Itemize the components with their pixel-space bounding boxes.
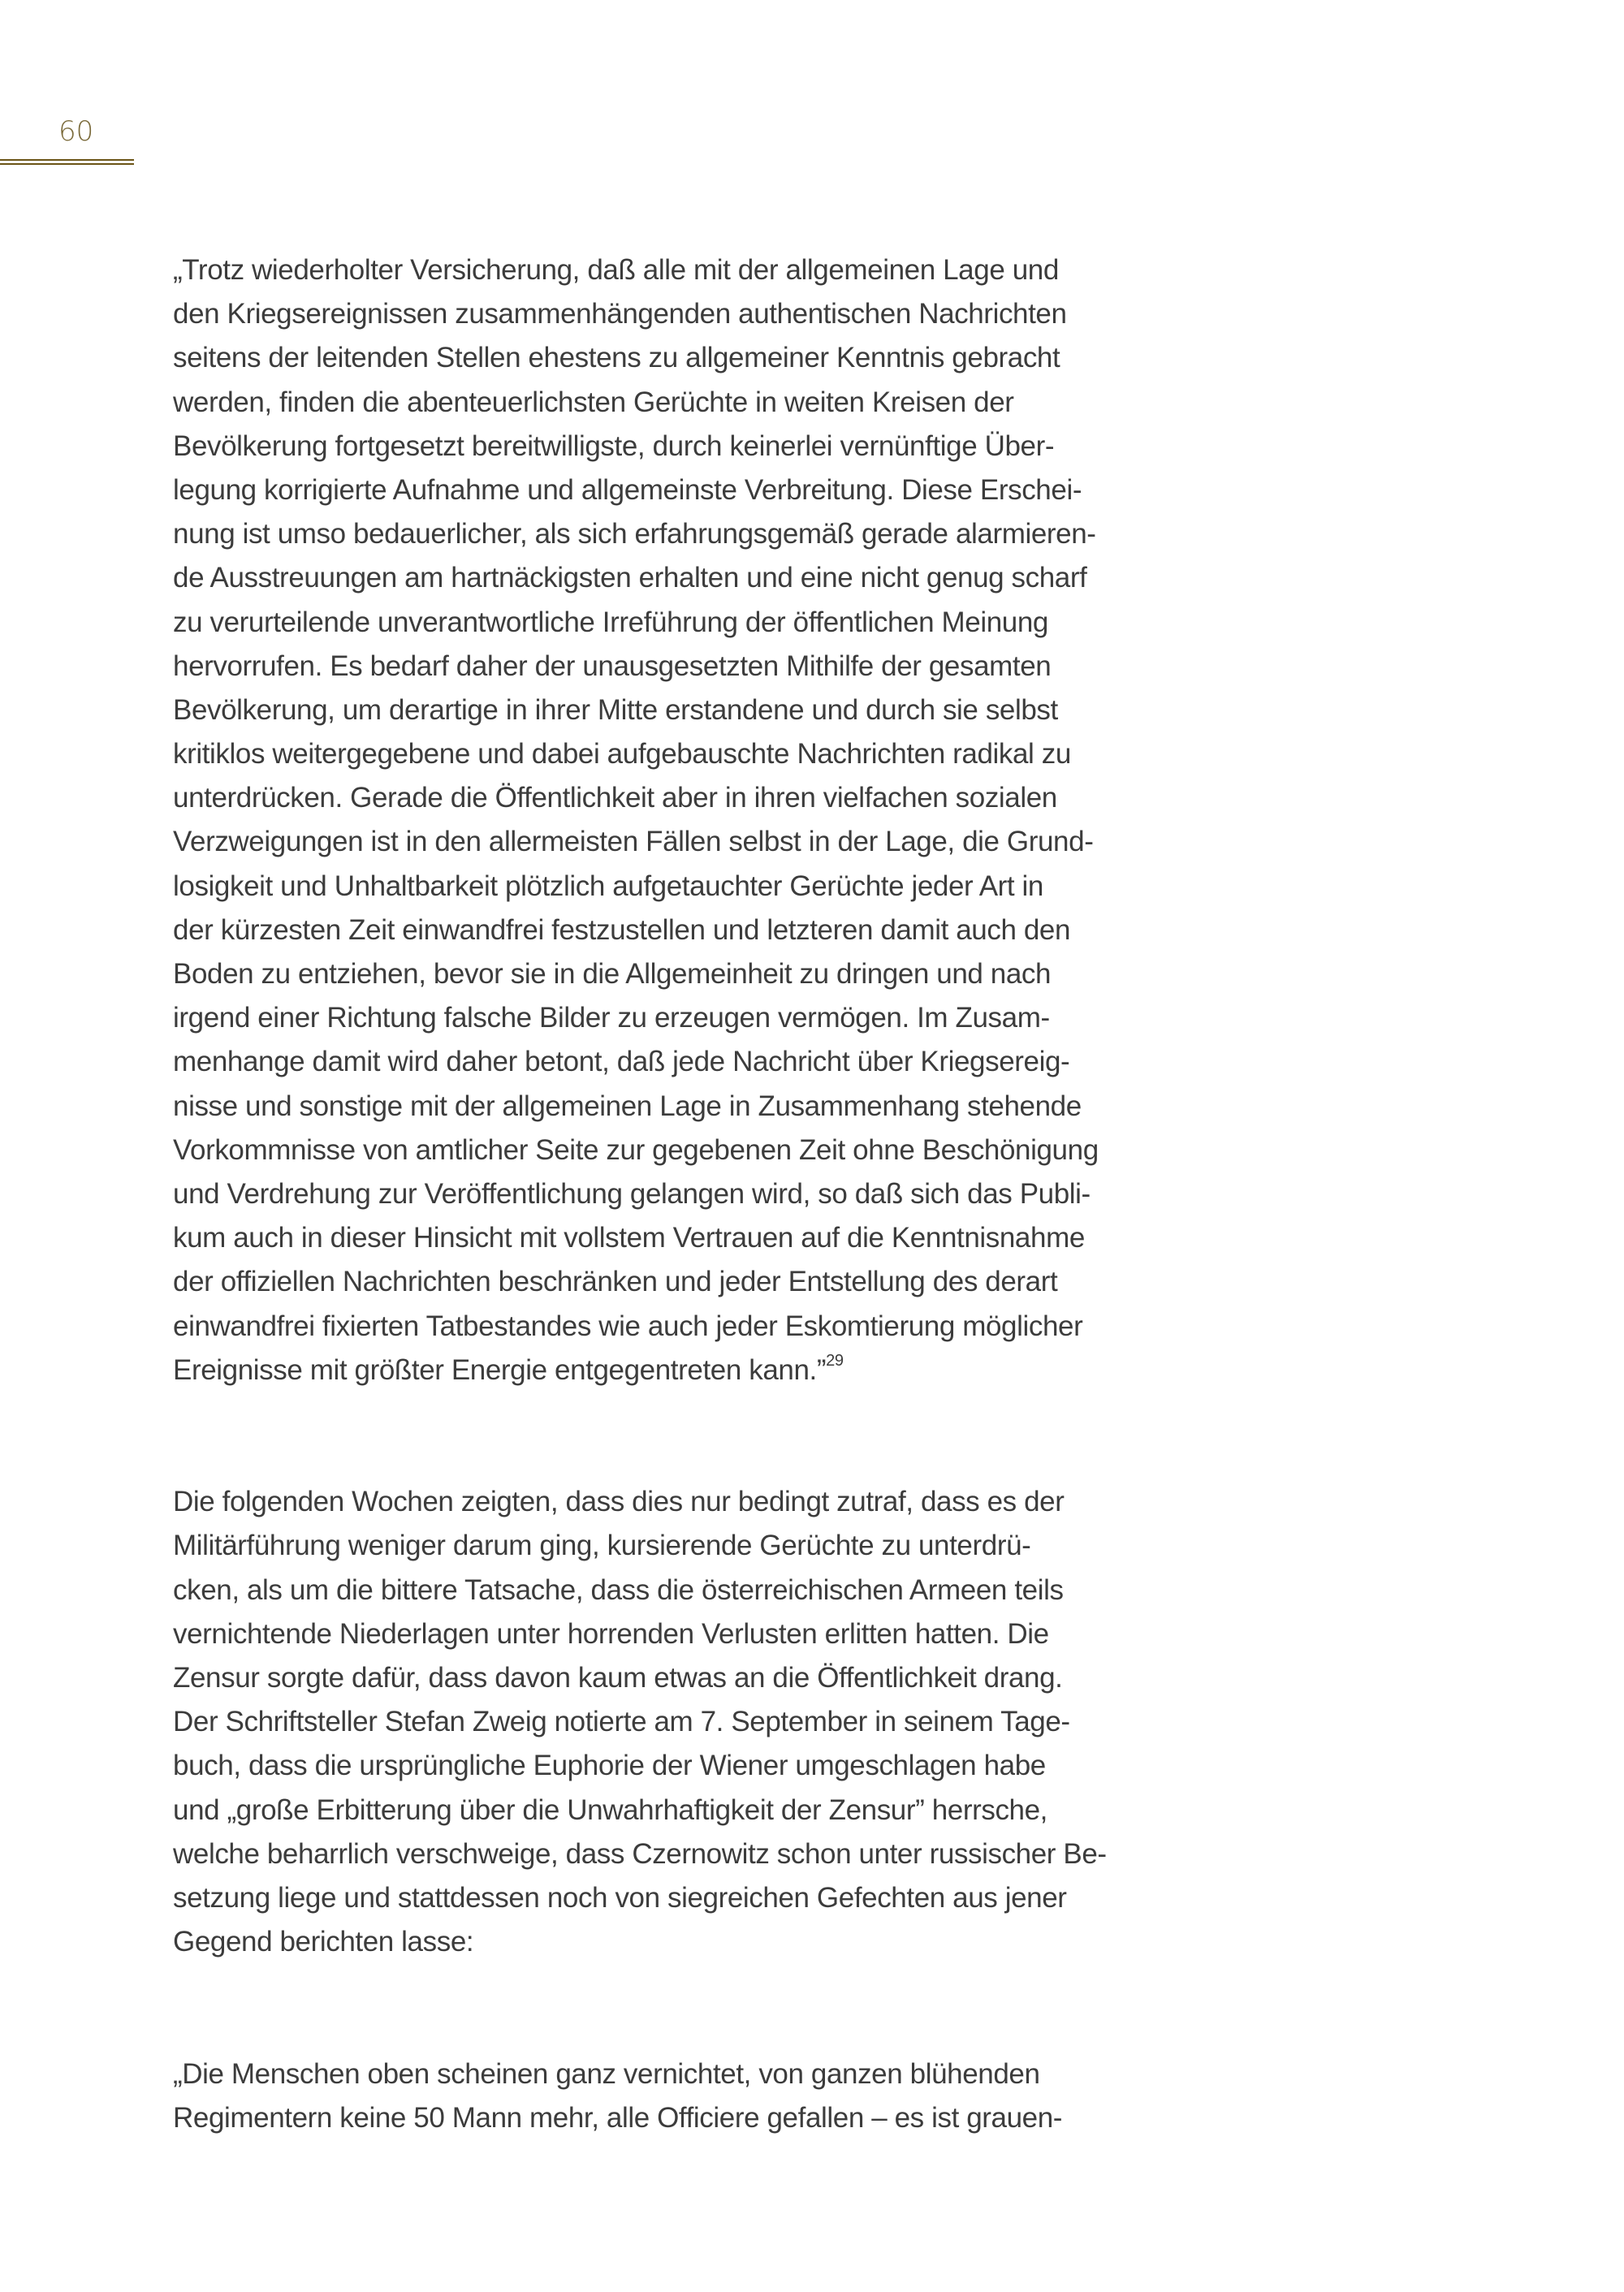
text-line: cken, als um die bittere Tatsache, dass die österreichischen Armeen teils <box>173 1573 1064 1606</box>
header-rule <box>0 159 134 165</box>
paragraph-gap <box>173 1392 1310 1480</box>
text-line: kritiklos weitergegebene und dabei aufgebauschte Nachrichten radikal zu <box>173 738 1071 770</box>
text-line: Verzweigungen ist in den allermeisten Fällen selbst in der Lage, die Grund- <box>173 826 1094 858</box>
text-line: Gegend berichten lasse: <box>173 1926 474 1958</box>
paragraph <box>173 1480 1310 1964</box>
paragraph <box>173 248 1310 1392</box>
text-line: „Trotz wiederholter Versicherung, daß alle mit der allgemeinen Lage und <box>173 254 1059 286</box>
text-line: werden, finden die abenteuerlichsten Gerüchte in weiten Kreisen der <box>173 386 1014 418</box>
text-line: unterdrücken. Gerade die Öffentlichkeit aber in ihren vielfachen sozialen <box>173 782 1057 814</box>
text-line: Bevölkerung fortgesetzt bereitwilligste, durch keinerlei vernünftige Über- <box>173 429 1055 462</box>
paragraph <box>173 2052 1310 2140</box>
text-line: der offiziellen Nachrichten beschränken und jeder Entstellung des derart <box>173 1266 1058 1298</box>
text-line: nisse und sonstige mit der allgemeinen Lage in Zusammenhang stehende <box>173 1090 1082 1122</box>
text-line: Vorkommnisse von amtlicher Seite zur gegebenen Zeit ohne Beschönigung <box>173 1133 1099 1166</box>
text-line: irgend einer Richtung falsche Bilder zu erzeugen vermögen. Im Zusam- <box>173 1002 1050 1034</box>
text-line: und „große Erbitterung über die Unwahrhaftigkeit der Zensur” herrsche, <box>173 1793 1047 1826</box>
footnote-reference[interactable]: 29 <box>826 1351 844 1370</box>
text-line: den Kriegsereignissen zusammenhängenden authentischen Nachrichten <box>173 298 1067 330</box>
text-line: de Ausstreuungen am hartnäckigsten erhalten und eine nicht genug scharf <box>173 562 1087 594</box>
text-line: setzung liege und stattdessen noch von siegreichen Gefechten aus jener <box>173 1881 1067 1914</box>
text-line: buch, dass die ursprüngliche Euphorie der Wiener umgeschlagen habe <box>173 1750 1046 1782</box>
text-line: Der Schriftsteller Stefan Zweig notierte am 7. September in seinem Tage- <box>173 1706 1070 1738</box>
paragraph-gap <box>173 1964 1310 2052</box>
text-line: hervorrufen. Es bedarf daher der unausgesetzten Mithilfe der gesamten <box>173 650 1052 682</box>
text-line: losigkeit und Unhaltbarkeit plötzlich aufgetauchter Gerüchte jeder Art in <box>173 870 1043 902</box>
text-line: „Die Menschen oben scheinen ganz vernichtet, von ganzen blühenden <box>173 2057 1040 2090</box>
text-line: Boden zu entziehen, bevor sie in die Allgemeinheit zu dringen und nach <box>173 958 1052 990</box>
text-line: und Verdrehung zur Veröffentlichung gelangen wird, so daß sich das Publi- <box>173 1177 1091 1210</box>
text-line: Regimentern keine 50 Mann mehr, alle Officiere gefallen – es ist grauen- <box>173 2101 1063 2134</box>
text-line: seitens der leitenden Stellen ehestens zu allgemeiner Kenntnis gebracht <box>173 342 1060 374</box>
text-line: zu verurteilende unverantwortliche Irreführung der öffentlichen Meinung <box>173 606 1048 638</box>
text-line: Zensur sorgte dafür, dass davon kaum etwas an die Öffentlichkeit drang. <box>173 1662 1063 1694</box>
text-line <box>173 1349 1310 1392</box>
text-line: Die folgenden Wochen zeigten, dass dies nur bedingt zutraf, dass es der <box>173 1486 1065 1518</box>
text-line: welche beharrlich verschweige, dass Czernowitz schon unter russischer Be- <box>173 1837 1107 1870</box>
text-line: einwandfrei fixierten Tatbestandes wie auch jeder Eskomtierung möglicher <box>173 1310 1083 1342</box>
text-line: nung ist umso bedauerlicher, als sich erfahrungsgemäß gerade alarmieren- <box>173 518 1096 550</box>
text-line: kum auch in dieser Hinsicht mit vollstem Vertrauen auf die Kenntnisnahme <box>173 1222 1085 1254</box>
text-line: menhange damit wird daher betont, daß jede Nachricht über Kriegsereig- <box>173 1046 1070 1078</box>
text-line: der kürzesten Zeit einwandfrei festzustellen und letzteren damit auch den <box>173 913 1071 946</box>
text-line: Bevölkerung, um derartige in ihrer Mitte erstandene und durch sie selbst <box>173 693 1058 726</box>
page-number: 60 <box>58 115 94 148</box>
body-text <box>173 248 1310 2140</box>
text-line-content: Ereignisse mit größter Energie entgegentreten kann.” <box>173 1353 827 1386</box>
text-line: Militärführung weniger darum ging, kursierende Gerüchte zu unterdrü- <box>173 1530 1031 1562</box>
text-line: vernichtende Niederlagen unter horrenden Verlusten erlitten hatten. Die <box>173 1617 1049 1650</box>
text-line: legung korrigierte Aufnahme und allgemeinste Verbreitung. Diese Erschei- <box>173 473 1082 506</box>
